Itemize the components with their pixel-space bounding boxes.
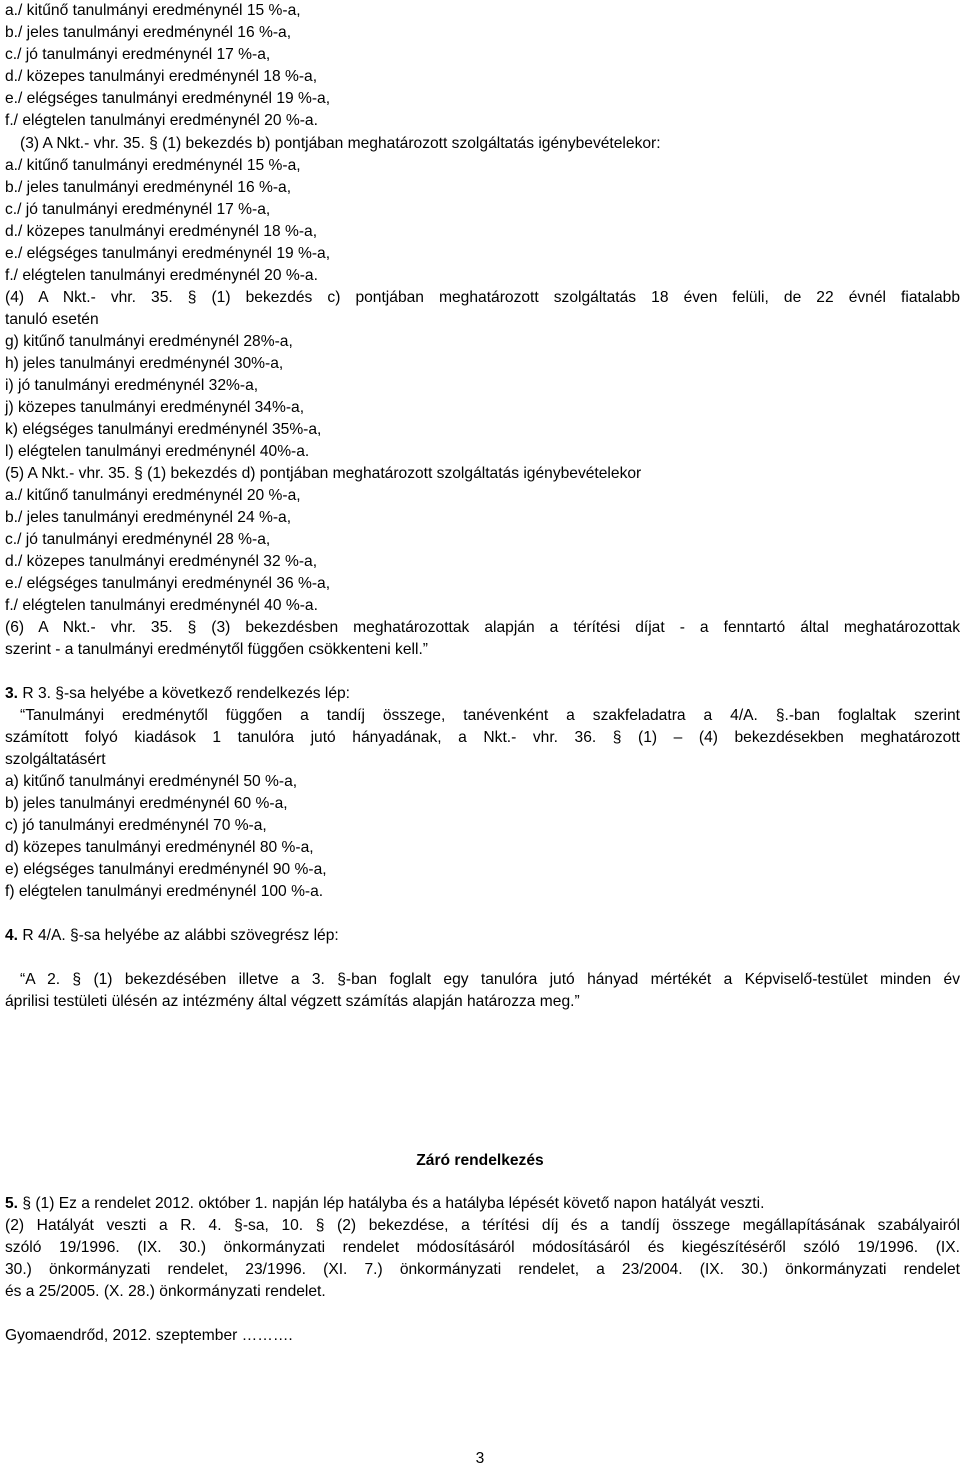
list-item: f./ elégtelen tanulmányi eredménynél 20 %-a. [5, 267, 318, 284]
list-item: b./ jeles tanulmányi eredménynél 16 %-a, [5, 179, 292, 196]
list-item: a./ kitűnő tanulmányi eredménynél 20 %-a, [5, 487, 301, 504]
list-item: d./ közepes tanulmányi eredménynél 18 %-a, [5, 68, 318, 85]
paragraph-heading: (4) A Nkt.- vhr. 35. § (1) bekezdés c) pontjában meghatározott szolgáltatás 18 éven felüli, de 22 évnél fiatalabb [5, 289, 960, 306]
list-item: e) elégséges tanulmányi eredménynél 90 %-a, [5, 861, 327, 878]
section-heading [5, 683, 960, 705]
list-item: c./ jó tanulmányi eredménynél 28 %-a, [5, 531, 271, 548]
paragraph-heading: (3) A Nkt.- vhr. 35. § (1) bekezdés b) pontjában meghatározott szolgáltatás igénybevételekor: [20, 135, 661, 152]
section-heading [5, 925, 960, 947]
section-heading-text: R 4/A. §-sa helyébe az alábbi szövegrész lép: [18, 927, 339, 944]
list-item: c) jó tanulmányi eredménynél 70 %-a, [5, 817, 267, 834]
quoted-paragraph: “A 2. § (1) bekezdésében illetve a 3. §-ban foglalt egy tanulóra jutó hányad mértékét a Képviselő-testület minden év [20, 971, 960, 988]
section-number: 5. [5, 1195, 19, 1212]
section-heading-text: R 3. §-sa helyébe a következő rendelkezés lép: [18, 685, 351, 702]
quoted-paragraph-continued: számított folyó kiadások 1 tanulóra jutó hányadának, a Nkt.- vhr. 36. § (1) – (4) bekezdésekben meghatározott [5, 729, 960, 746]
list-item: b./ jeles tanulmányi eredménynél 16 %-a, [5, 24, 292, 41]
place-date: Gyomaendrőd, 2012. szeptember ………. [5, 1327, 293, 1344]
paragraph-continued: szóló 19/1996. (IX. 30.) önkormányzati rendelet módosításáról módosításáról és kiegészítéséről szóló 19/1996. (IX. [5, 1239, 960, 1256]
list-item: c./ jó tanulmányi eredménynél 17 %-a, [5, 201, 271, 218]
list-item: b) jeles tanulmányi eredménynél 60 %-a, [5, 795, 288, 812]
paragraph: (2) Hatályát veszti a R. 4. §-sa, 10. § (2) bekezdése, a térítési díj és a tandíj összege megállapításának szabályairól [5, 1217, 960, 1234]
list-item: f./ elégtelen tanulmányi eredménynél 40 %-a. [5, 597, 318, 614]
list-item: l) elégtelen tanulmányi eredménynél 40%-a. [5, 443, 310, 460]
list-item: b./ jeles tanulmányi eredménynél 24 %-a, [5, 509, 292, 526]
list-item: a./ kitűnő tanulmányi eredménynél 15 %-a, [5, 157, 301, 174]
page-number: 3 [475, 1450, 485, 1467]
list-item: f./ elégtelen tanulmányi eredménynél 20 %-a. [5, 112, 318, 129]
list-item: g) kitűnő tanulmányi eredménynél 28%-a, [5, 333, 293, 350]
paragraph-heading-continued: tanuló esetén [5, 311, 99, 328]
quoted-paragraph-continued: áprilisi testületi ülésén az intézmény által végzett számítás alapján határozza meg.” [5, 993, 580, 1010]
list-item: a) kitűnő tanulmányi eredménynél 50 %-a, [5, 773, 298, 790]
quoted-paragraph-continued: szolgáltatásért [5, 751, 106, 768]
section-text: § (1) Ez a rendelet 2012. október 1. napján lép hatályba és a hatályba lépését követő napon hatályát veszti. [18, 1195, 765, 1212]
list-item: d./ közepes tanulmányi eredménynél 32 %-a, [5, 553, 318, 570]
list-item: c./ jó tanulmányi eredménynél 17 %-a, [5, 46, 271, 63]
quoted-paragraph: “Tanulmányi eredménytől függően a tandíj összege, tanévenként a szakfeladatra a 4/A. §.-ban foglaltak szerint [20, 707, 960, 724]
list-item: e./ elégséges tanulmányi eredménynél 19 %-a, [5, 90, 331, 107]
list-item: d./ közepes tanulmányi eredménynél 18 %-a, [5, 223, 318, 240]
paragraph: (6) A Nkt.- vhr. 35. § (3) bekezdésben meghatározottak alapján a térítési díjat - a fenntartó által meghatározottak [5, 619, 960, 636]
list-item: i) jó tanulmányi eredménynél 32%-a, [5, 377, 259, 394]
list-item: j) közepes tanulmányi eredménynél 34%-a, [5, 399, 305, 416]
list-item: k) elégséges tanulmányi eredménynél 35%-a, [5, 421, 322, 438]
paragraph-continued: 30.) önkormányzati rendelet, 23/1996. (XI. 7.) önkormányzati rendelet, a 23/2004. (IX. 30.) önkormányzati rendelet [5, 1261, 960, 1278]
list-item: h) jeles tanulmányi eredménynél 30%-a, [5, 355, 284, 372]
list-item: f) elégtelen tanulmányi eredménynél 100 %-a. [5, 883, 324, 900]
list-item: e./ elégséges tanulmányi eredménynél 19 %-a, [5, 245, 331, 262]
section-number: 3. [5, 685, 19, 702]
closing-title: Záró rendelkezés [416, 1152, 544, 1169]
list-item: a./ kitűnő tanulmányi eredménynél 15 %-a, [5, 2, 301, 19]
paragraph-continued: szerint - a tanulmányi eredménytől függően csökkenteni kell.” [5, 641, 428, 658]
section-paragraph [5, 1193, 960, 1215]
section-number: 4. [5, 927, 19, 944]
list-item: e./ elégséges tanulmányi eredménynél 36 %-a, [5, 575, 331, 592]
paragraph-continued: és a 25/2005. (X. 28.) önkormányzati rendelet. [5, 1283, 326, 1300]
paragraph-heading: (5) A Nkt.- vhr. 35. § (1) bekezdés d) pontjában meghatározott szolgáltatás igénybevételekor [5, 465, 642, 482]
list-item: d) közepes tanulmányi eredménynél 80 %-a, [5, 839, 314, 856]
